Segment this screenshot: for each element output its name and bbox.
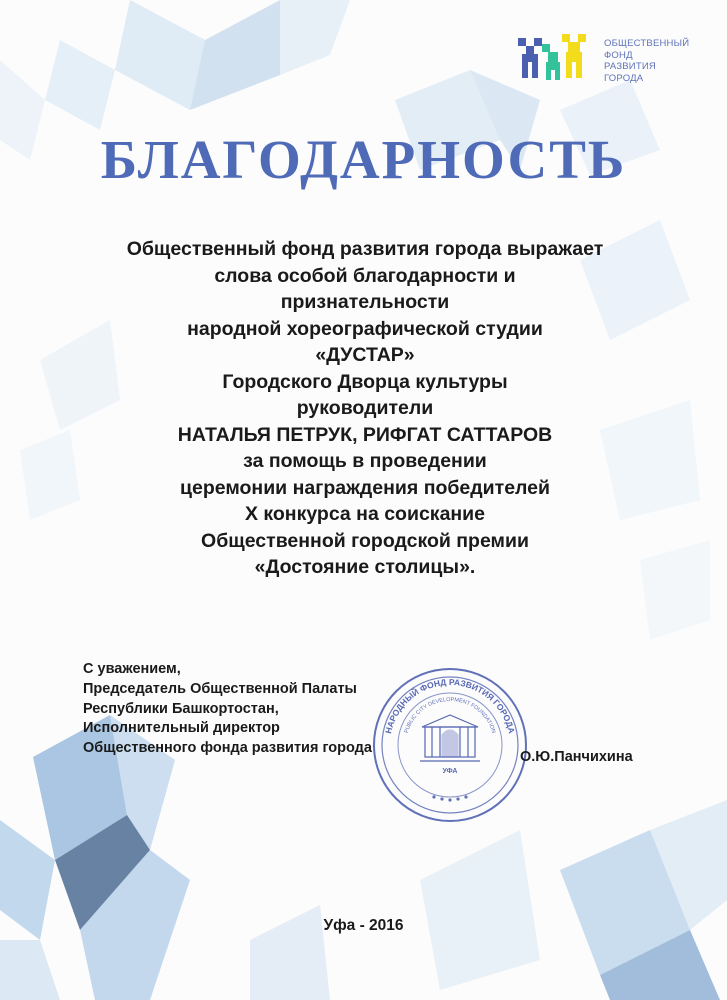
logo-line: ФОНД xyxy=(604,49,633,61)
body-line: НАТАЛЬЯ ПЕТРУК, РИФГАТ САТТАРОВ xyxy=(177,423,553,446)
city-year: Уфа - 2016 xyxy=(323,917,404,934)
logo-line: ГОРОДА xyxy=(604,72,644,84)
seal-city-text: УФА xyxy=(442,768,458,775)
certificate-body xyxy=(40,236,690,581)
seal-building-icon xyxy=(420,715,480,761)
signature-block xyxy=(83,660,372,759)
seal-stars-icon xyxy=(432,795,467,801)
foundation-logo xyxy=(518,34,698,94)
body-line: Городского Дворца культуры xyxy=(222,370,508,393)
body-line: церемонии награждения победителей xyxy=(180,476,550,499)
body-line: руководители xyxy=(296,397,434,419)
signature-line: С уважением, xyxy=(83,661,181,677)
body-line: «ДУСТАР» xyxy=(315,344,415,366)
logo-line: РАЗВИТИЯ xyxy=(604,61,656,72)
body-line: Общественной городской премии xyxy=(201,529,529,552)
body-line: за помощь в проведении xyxy=(243,450,487,472)
bottom-center-diamonds xyxy=(250,830,540,1000)
logo-line: ОБЩЕСТВЕННЫЙ xyxy=(604,38,690,49)
body-line: народной хореографической студии xyxy=(187,317,543,340)
signature-line: Республики Башкортостан, xyxy=(83,700,279,717)
signature-line: Общественного фонда развития города xyxy=(83,740,372,757)
body-line: X конкурса на соискание xyxy=(244,503,486,525)
certificate-title: БЛАГОДАРНОСТЬ xyxy=(100,129,627,190)
body-line: признательности xyxy=(280,291,450,313)
signer-name: О.Ю.Панчихина xyxy=(520,749,633,765)
pixel-figures-logo-icon xyxy=(518,34,588,84)
bottom-right-diamonds xyxy=(560,800,727,1000)
logo-caption xyxy=(604,38,689,84)
seal-outer-text: НАРОДНЫЙ ФОНД РАЗВИТИЯ ГОРОДА xyxy=(383,676,517,735)
body-line: «Достояние столицы». xyxy=(254,556,476,578)
seal-inner-text: PUBLIC CITY DEVELOPMENT FOUNDATION xyxy=(403,696,497,735)
body-line: Общественный фонд развития города выражает xyxy=(126,238,604,260)
body-line: слова особой благодарности и xyxy=(214,264,516,287)
official-seal-stamp xyxy=(370,665,530,825)
signature-line: Председатель Общественной Палаты xyxy=(83,680,357,697)
signature-line: Исполнительный директор xyxy=(83,720,280,737)
